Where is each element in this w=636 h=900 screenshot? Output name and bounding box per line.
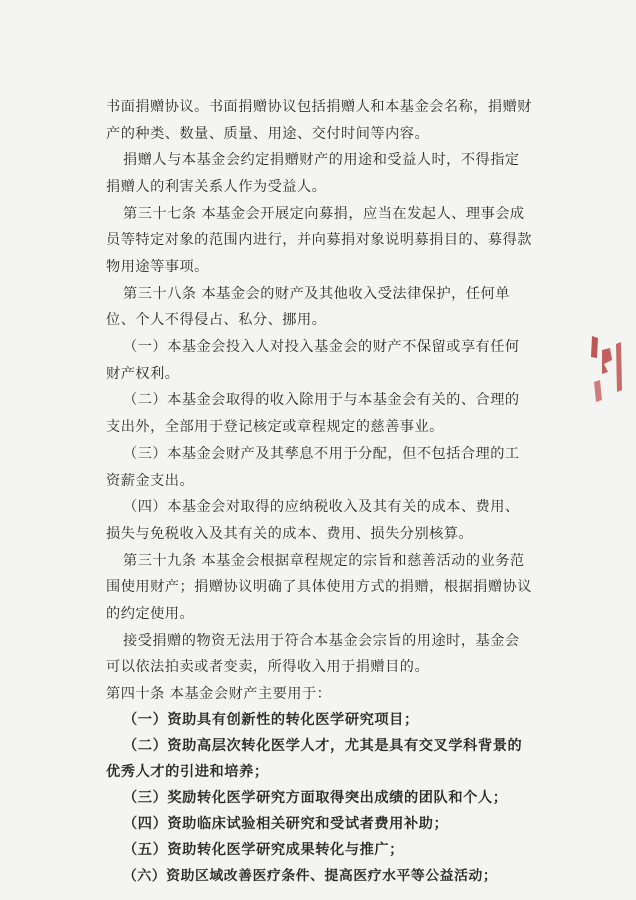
text-line: （一）资助具有创新性的转化医学研究项目； [123, 712, 419, 728]
text-line: （四）资助临床试验相关研究和受试者费用补助； [123, 816, 449, 832]
text-line: 第四十条 本基金会财产主要用于： [106, 686, 332, 702]
seal-fragment-icon [588, 330, 624, 420]
text-line: （六）资助区域改善医疗条件、提高医疗水平等公益活动； [123, 868, 498, 884]
text-line: 优秀人才的引进和培养； [106, 764, 269, 780]
text-line: （三）本基金会财产及其孳息不用于分配，但不包括合理的工 [123, 446, 520, 462]
text-line: 财产权利。 [106, 366, 180, 382]
text-line: 围使用财产；捐赠协议明确了具体使用方式的捐赠，根据捐赠协议 [106, 579, 532, 595]
text-line: 书面捐赠协议。书面捐赠协议包括捐赠人和本基金会名称，捐赠财 [106, 99, 532, 115]
text-line: 的约定使用。 [106, 606, 195, 622]
text-line: （二）本基金会取得的收入除用于与本基金会有关的、合理的 [123, 392, 520, 408]
text-line: （五）资助转化医学研究成果转化与推广； [123, 842, 404, 858]
text-line: （二）资助高层次转化医学人才，尤其是具有交叉学科背景的 [123, 738, 523, 754]
text-line: 资薪金支出。 [106, 473, 195, 489]
text-line: 第三十八条 本基金会的财产及其他收入受法律保护，任何单 [123, 286, 510, 302]
text-line: （一）本基金会投入人对投入基金会的财产不保留或享有任何 [123, 339, 520, 355]
text-line: （三）奖励转化医学研究方面取得突出成绩的团队和个人； [123, 790, 508, 806]
text-line: 产的种类、数量、质量、用途、交付时间等内容。 [106, 126, 430, 142]
text-line: 损失与免税收入及其有关的成本、费用、损失分别核算。 [106, 526, 474, 542]
text-line: 可以依法拍卖或者变卖，所得收入用于捐赠目的。 [106, 659, 430, 675]
text-line: 员等特定对象的范围内进行，并向募捐对象说明募捐目的、募得款 [106, 232, 532, 248]
text-line: 物用途等事项。 [106, 259, 209, 275]
text-line: 第三十七条 本基金会开展定向募捐，应当在发起人、理事会成 [123, 206, 525, 222]
text-line: 接受捐赠的物资无法用于符合本基金会宗旨的用途时，基金会 [123, 633, 520, 649]
text-line: 捐赠人与本基金会约定捐赠财产的用途和受益人时，不得指定 [123, 152, 520, 168]
text-line: 支出外，全部用于登记核定或章程规定的慈善事业。 [106, 419, 444, 435]
text-line: 捐赠人的利害关系人作为受益人。 [106, 179, 327, 195]
text-line: 第三十九条 本基金会根据章程规定的宗旨和慈善活动的业务范 [123, 553, 525, 569]
text-line: 位、个人不得侵占、私分、挪用。 [106, 312, 327, 328]
text-line: （四）本基金会对取得的应纳税收入及其有关的成本、费用、 [123, 499, 520, 515]
